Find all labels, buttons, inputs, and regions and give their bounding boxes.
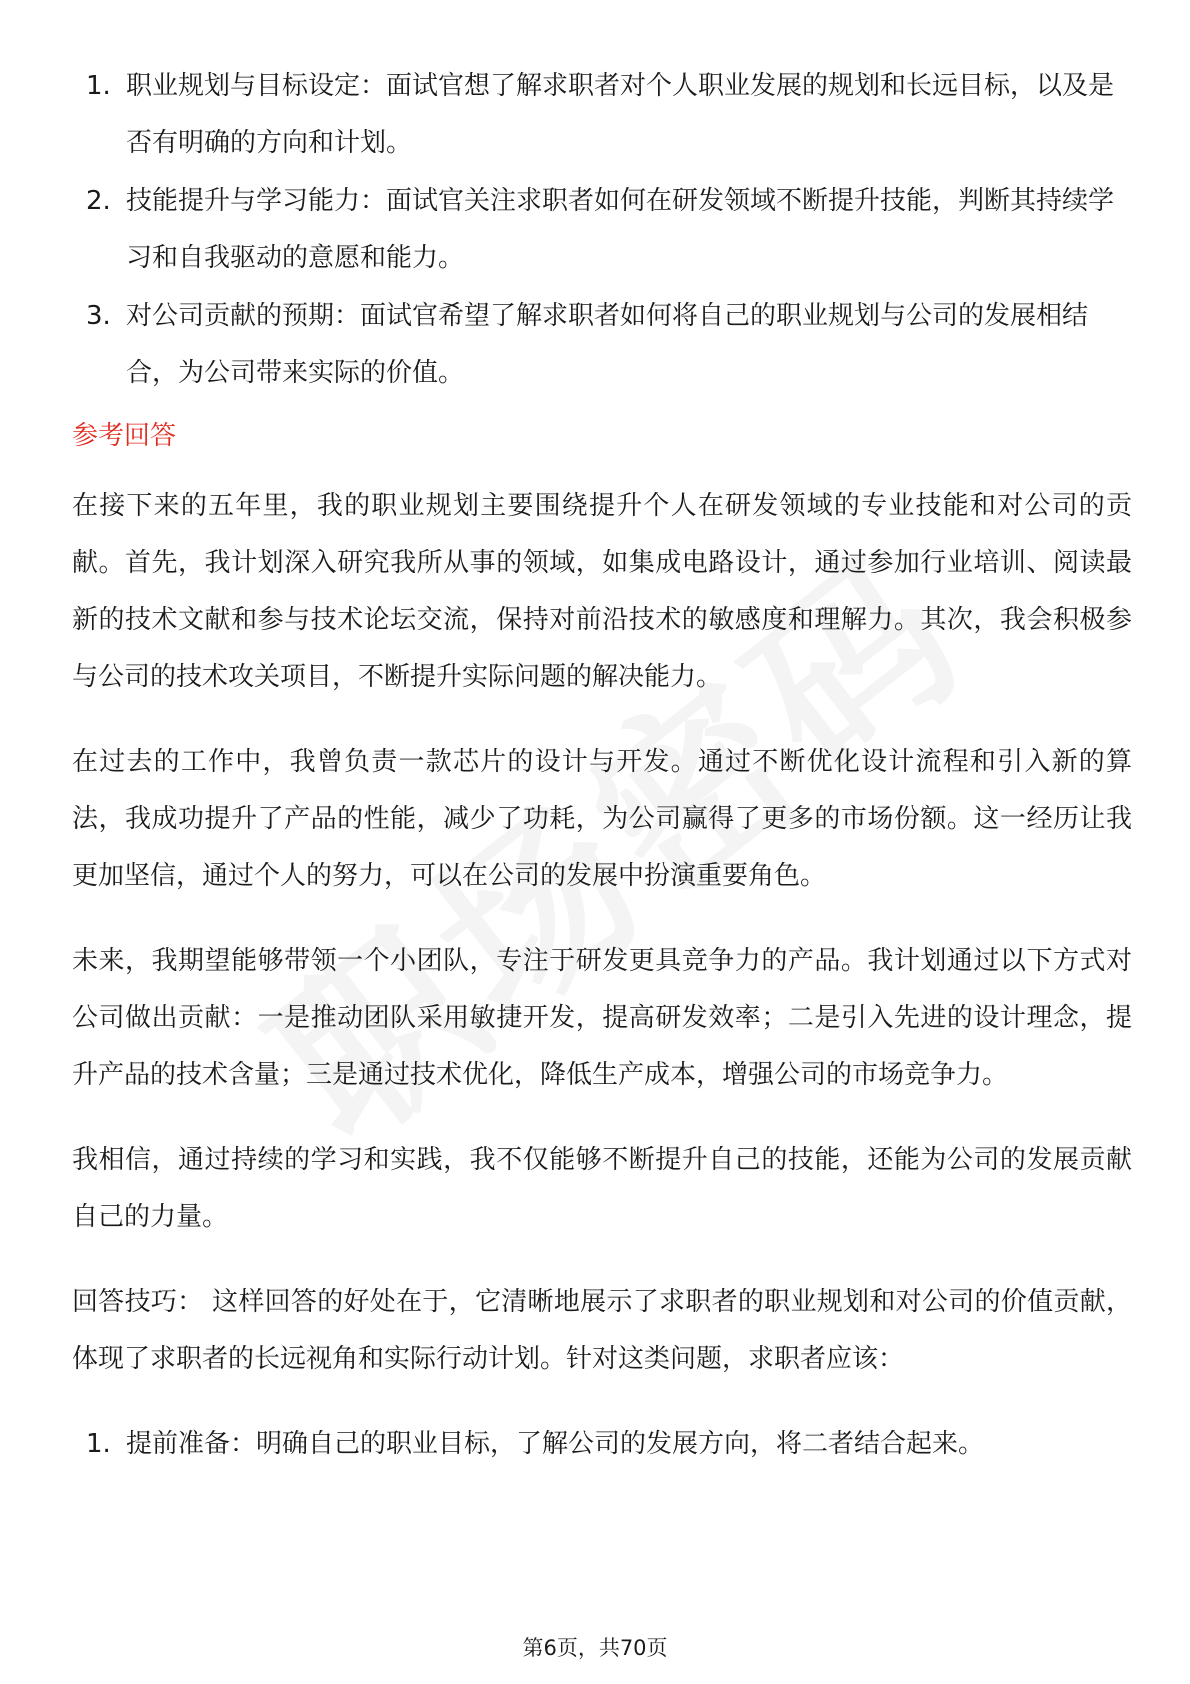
list-item: [72, 288, 1132, 402]
list-item-text: 对公司贡献的预期：面试官希望了解求职者如何将自己的职业规划与公司的发展相结合，为公司带来实际的价值。: [126, 301, 1089, 388]
list-item: [72, 1416, 1132, 1473]
list-item: [72, 173, 1132, 287]
list-item-text: 职业规划与目标设定：面试官想了解求职者对个人职业发展的规划和长远目标，以及是否有明确的方向和计划。: [126, 71, 1115, 158]
list-item-number: 3.: [86, 301, 111, 331]
document-body: [72, 58, 1132, 1474]
list-item-text: 技能提升与学习能力：面试官关注求职者如何在研发领域不断提升技能，判断其持续学习和自我驱动的意愿和能力。: [126, 186, 1115, 273]
answer-paragraph: 在接下来的五年里，我的职业规划主要围绕提升个人在研发领域的专业技能和对公司的贡献。首先，我计划深入研究我所从事的领域，如集成电路设计，通过参加行业培训、阅读最新的技术文献和参与技术论坛交流，保持对前沿技术的敏感度和理解力。其次，我会积极参与公司的技术攻关项目，不断提升实际问题的解决能力。: [72, 491, 1132, 692]
interview-focus-list: [72, 58, 1132, 402]
list-item-number: 1.: [86, 1429, 111, 1459]
list-item-number: 1.: [86, 71, 111, 101]
answer-tips-paragraph: 回答技巧： 这样回答的好处在于，它清晰地展示了求职者的职业规划和对公司的价值贡献，体现了求职者的长远视角和实际行动计划。针对这类问题，求职者应该：: [72, 1287, 1132, 1374]
list-item-number: 2.: [86, 186, 111, 216]
section-heading-reference-answer: 参考回答: [72, 421, 177, 451]
list-item-text: 提前准备：明确自己的职业目标，了解公司的发展方向，将二者结合起来。: [126, 1429, 985, 1459]
tips-list: [72, 1416, 1132, 1473]
list-item: [72, 58, 1132, 172]
page-footer: 第6页，共70页: [522, 1636, 668, 1660]
answer-paragraph: 在过去的工作中，我曾负责一款芯片的设计与开发。通过不断优化设计流程和引入新的算法，我成功提升了产品的性能，减少了功耗，为公司赢得了更多的市场份额。这一经历让我更加坚信，通过个人的努力，可以在公司的发展中扮演重要角色。: [72, 747, 1132, 891]
answer-paragraph: 我相信，通过持续的学习和实践，我不仅能够不断提升自己的技能，还能为公司的发展贡献自己的力量。: [72, 1145, 1132, 1232]
answer-paragraph: 未来，我期望能够带领一个小团队，专注于研发更具竞争力的产品。我计划通过以下方式对公司做出贡献：一是推动团队采用敏捷开发，提高研发效率；二是引入先进的设计理念，提升产品的技术含量；三是通过技术优化，降低生产成本，增强公司的市场竞争力。: [72, 946, 1132, 1090]
